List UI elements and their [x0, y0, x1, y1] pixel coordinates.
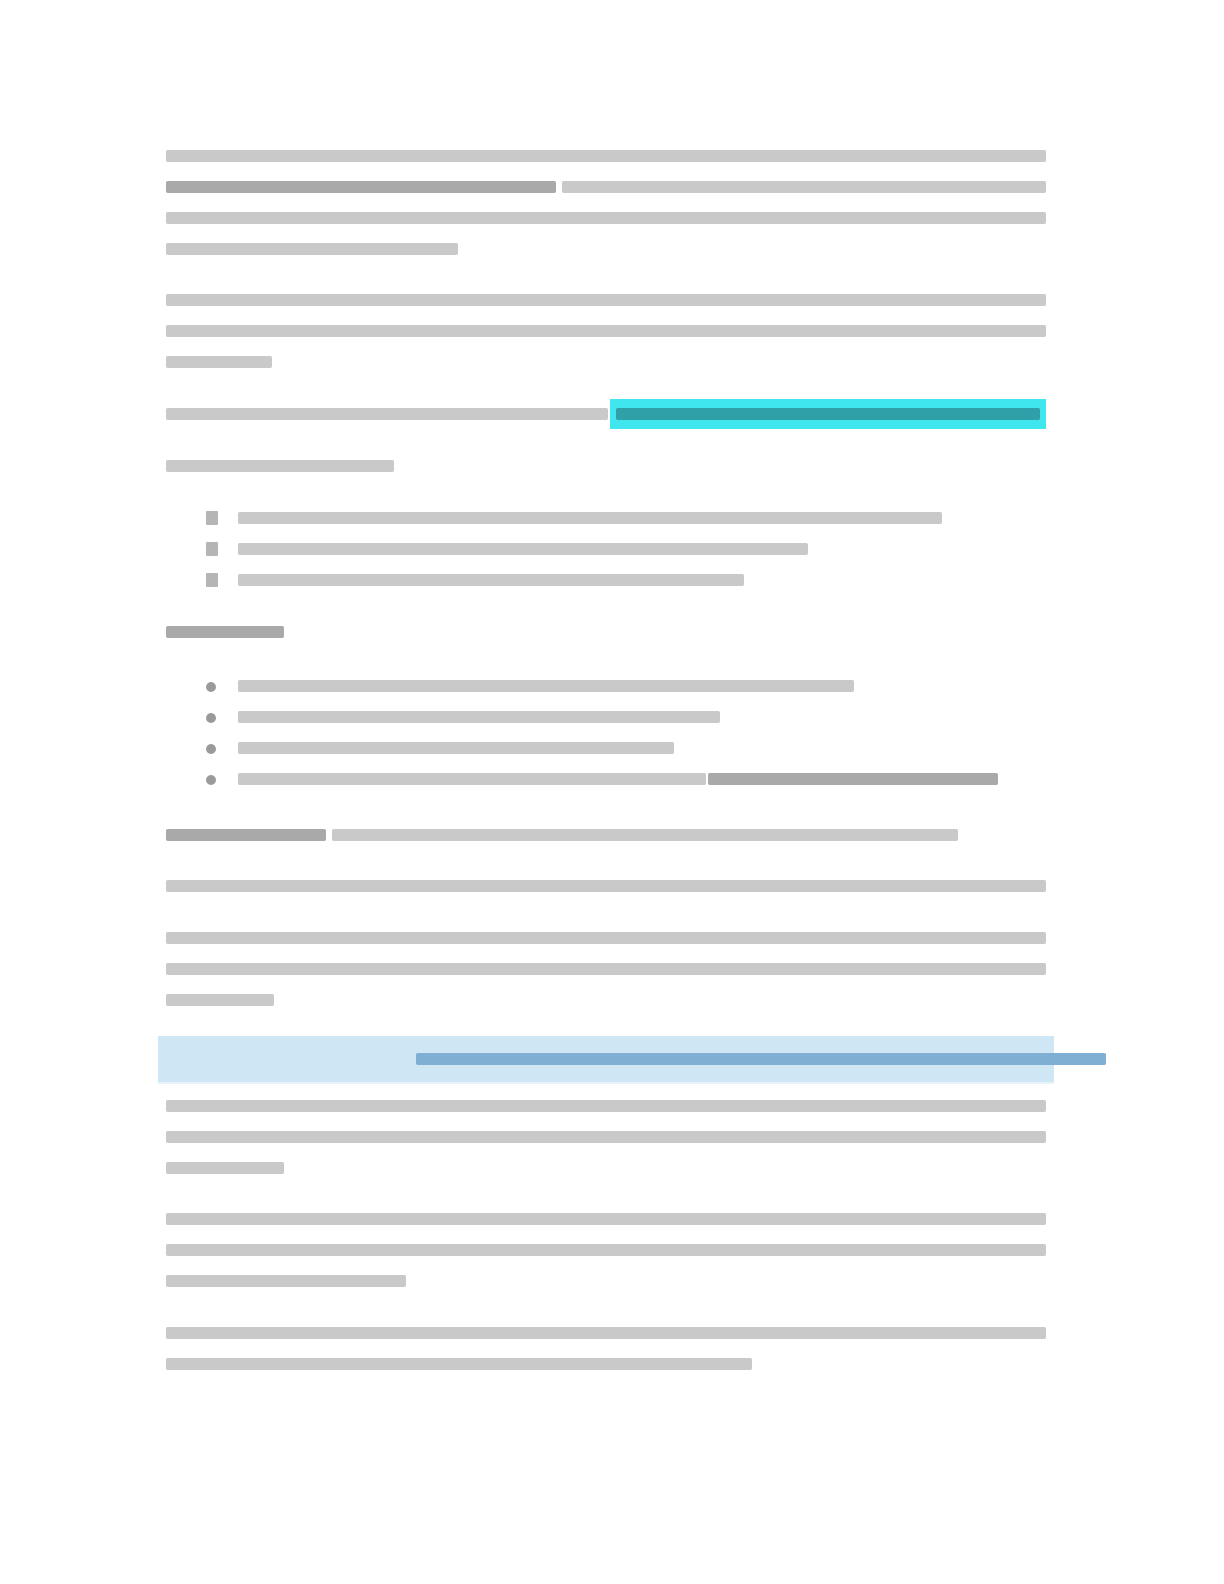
section-heading-banner	[158, 1036, 1054, 1084]
